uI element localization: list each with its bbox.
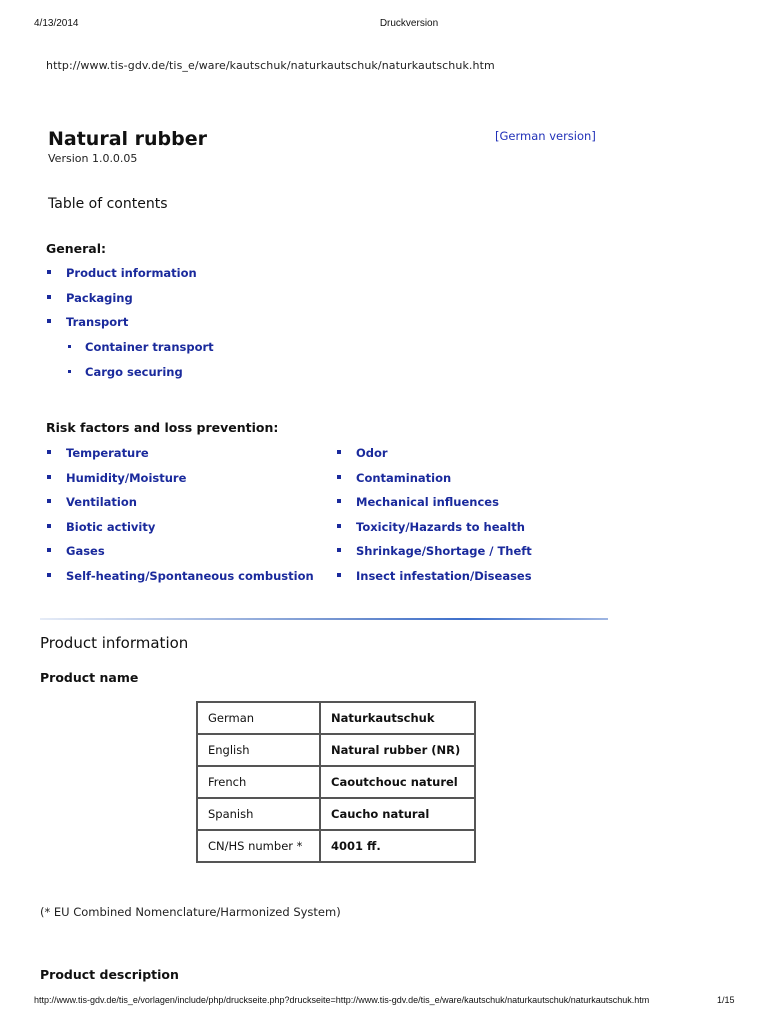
risk-list-left bbox=[66, 445, 314, 593]
table-cell-key: German bbox=[197, 702, 320, 734]
page-title: Natural rubber bbox=[48, 128, 208, 150]
table-cell-key: French bbox=[197, 766, 320, 798]
table-cell-value: 4001 ff. bbox=[320, 830, 475, 862]
bullet-icon bbox=[337, 450, 341, 454]
toc-item-cargo-securing[interactable]: Cargo securing bbox=[85, 364, 214, 389]
bullet-icon bbox=[337, 499, 341, 503]
table-row bbox=[197, 734, 475, 766]
toc-item-ventilation[interactable]: Ventilation bbox=[66, 494, 314, 519]
risk-list-right bbox=[356, 445, 532, 593]
table-cell-key: English bbox=[197, 734, 320, 766]
bullet-icon bbox=[47, 524, 51, 528]
table-cell-key: CN/HS number * bbox=[197, 830, 320, 862]
print-footer-url: http://www.tis-gdv.de/tis_e/vorlagen/include/php/druckseite.php?druckseite=http://www.tis-gdv.de/tis_e/ware/kautschuk/naturkautschuk/naturkautschuk.htm bbox=[34, 995, 650, 1005]
toc-item-transport[interactable]: Transport bbox=[66, 314, 197, 339]
table-row bbox=[197, 702, 475, 734]
bullet-icon bbox=[337, 524, 341, 528]
bullet-icon bbox=[47, 319, 51, 323]
print-page-number: 1/15 bbox=[717, 995, 735, 1005]
toc-item-packaging[interactable]: Packaging bbox=[66, 290, 197, 315]
toc-item-biotic-activity[interactable]: Biotic activity bbox=[66, 519, 314, 544]
section-divider bbox=[40, 618, 608, 620]
bullet-icon bbox=[337, 475, 341, 479]
print-title: Druckversion bbox=[379, 18, 439, 29]
toc-item-temperature[interactable]: Temperature bbox=[66, 445, 314, 470]
product-names-table bbox=[196, 701, 476, 863]
toc-item-toxicity[interactable]: Toxicity/Hazards to health bbox=[356, 519, 532, 544]
general-heading: General: bbox=[46, 241, 106, 256]
footnote: (* EU Combined Nomenclature/Harmonized System) bbox=[40, 905, 341, 919]
table-cell-value: Caoutchouc naturel bbox=[320, 766, 475, 798]
table-cell-value: Naturkautschuk bbox=[320, 702, 475, 734]
toc-item-product-information[interactable]: Product information bbox=[66, 265, 197, 290]
risk-heading: Risk factors and loss prevention: bbox=[46, 420, 279, 435]
table-row bbox=[197, 798, 475, 830]
table-cell-value: Natural rubber (NR) bbox=[320, 734, 475, 766]
bullet-icon bbox=[47, 295, 51, 299]
transport-sublist bbox=[85, 339, 214, 388]
bullet-icon bbox=[47, 548, 51, 552]
product-description-heading: Product description bbox=[40, 967, 179, 982]
german-version-link[interactable]: [German version] bbox=[495, 129, 596, 143]
bullet-icon bbox=[47, 499, 51, 503]
table-row bbox=[197, 830, 475, 862]
print-date: 4/13/2014 bbox=[34, 18, 79, 29]
toc-item-contamination[interactable]: Contamination bbox=[356, 470, 532, 495]
bullet-icon bbox=[47, 450, 51, 454]
bullet-icon bbox=[47, 270, 51, 274]
bullet-icon bbox=[47, 573, 51, 577]
toc-item-container-transport[interactable]: Container transport bbox=[85, 339, 214, 364]
bullet-icon bbox=[68, 345, 71, 348]
toc-title: Table of contents bbox=[48, 196, 168, 212]
table-cell-key: Spanish bbox=[197, 798, 320, 830]
toc-item-self-heating[interactable]: Self-heating/Spontaneous combustion bbox=[66, 568, 314, 593]
toc-item-shrinkage[interactable]: Shrinkage/Shortage / Theft bbox=[356, 543, 532, 568]
bullet-icon bbox=[337, 573, 341, 577]
bullet-icon bbox=[68, 370, 71, 373]
toc-item-mechanical-influences[interactable]: Mechanical influences bbox=[356, 494, 532, 519]
table-row bbox=[197, 766, 475, 798]
source-url: http://www.tis-gdv.de/tis_e/ware/kautschuk/naturkautschuk/naturkautschuk.htm bbox=[46, 59, 495, 72]
toc-item-odor[interactable]: Odor bbox=[356, 445, 532, 470]
toc-item-insect-infestation[interactable]: Insect infestation/Diseases bbox=[356, 568, 532, 593]
product-information-heading: Product information bbox=[40, 634, 189, 652]
table-cell-value: Caucho natural bbox=[320, 798, 475, 830]
version-label: Version 1.0.0.05 bbox=[48, 152, 138, 165]
product-name-heading: Product name bbox=[40, 670, 139, 685]
toc-item-humidity[interactable]: Humidity/Moisture bbox=[66, 470, 314, 495]
toc-item-gases[interactable]: Gases bbox=[66, 543, 314, 568]
bullet-icon bbox=[337, 548, 341, 552]
general-list bbox=[66, 265, 197, 339]
bullet-icon bbox=[47, 475, 51, 479]
